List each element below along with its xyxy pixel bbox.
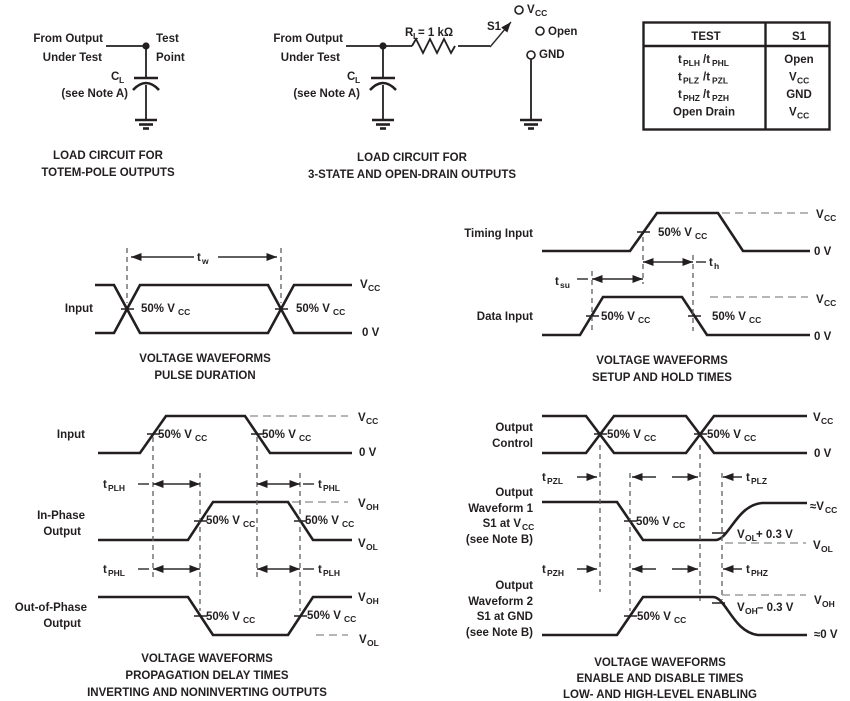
tsu-label: t — [555, 276, 559, 288]
under-test-label: Under Test — [42, 52, 102, 64]
out-of-phase-label: Out-of-Phase — [14, 602, 87, 614]
tpzh-sub: PZH — [547, 568, 564, 578]
tsu-sub: su — [560, 280, 570, 290]
caption-line: INVERTING AND NONINVERTING OUTPUTS — [87, 687, 327, 699]
in-phase-label2: Output — [43, 526, 81, 538]
fifty-pct-sub: CC — [195, 433, 208, 443]
caption-line: LOAD CIRCUIT FOR — [53, 150, 163, 162]
zero-level-label: 0 V — [814, 331, 832, 343]
tw-sub: w — [202, 256, 209, 266]
voh-level-sub: OH — [366, 596, 379, 606]
vcc-level-label: V — [358, 412, 366, 424]
tphl-sub: PHL — [108, 568, 125, 578]
caption-line: PROPAGATION DELAY TIMES — [125, 670, 289, 682]
cl-label: C — [111, 71, 120, 83]
zero-level-label: 0 V — [814, 246, 832, 258]
vcc-label: V — [527, 4, 535, 16]
see-note-a: (see Note A) — [61, 88, 128, 100]
caption-line: VOLTAGE WAVEFORMS — [141, 653, 273, 665]
cell-s1-value: GND — [786, 89, 812, 101]
cell-text: /t — [703, 89, 711, 101]
waveform1-label3: S1 at V — [482, 518, 521, 530]
cell-sub: PZH — [712, 93, 729, 103]
cell-sub: PZL — [712, 75, 729, 86]
voh-level-label: V — [358, 498, 366, 510]
vol-plus-rest: + 0.3 V — [756, 529, 793, 541]
vcc-level-label: V — [816, 209, 824, 221]
cell-s1-value: V — [789, 106, 797, 119]
tphl-sub: PHL — [323, 483, 340, 493]
cell-s1-value: V — [789, 71, 797, 84]
tpzl-sub: PZL — [547, 476, 564, 486]
fifty-pct-sub: CC — [243, 615, 256, 625]
fifty-pct-label: 50% V — [141, 303, 175, 315]
vol-level-sub: OL — [366, 542, 378, 552]
caption-line: VOLTAGE WAVEFORMS — [139, 353, 271, 365]
input-row-label: Input — [56, 429, 85, 441]
waveform1-label2: Waveform 1 — [468, 503, 533, 515]
th-sub: h — [714, 261, 720, 271]
cell-text: t — [678, 71, 682, 84]
waveform1-label3-sub: CC — [522, 522, 535, 532]
fifty-pct-sub: CC — [644, 433, 657, 443]
caption-line: LOW- AND HIGH-LEVEL ENABLING — [563, 689, 757, 701]
zero-level-label: 0 V — [362, 327, 380, 339]
propagation-delay-waveforms — [15, 412, 379, 699]
vcc-level-sub: CC — [824, 298, 837, 308]
waveform1-note: (see Note B) — [465, 534, 533, 546]
pulse-duration-waveform — [65, 248, 380, 382]
fifty-pct-label: 50% V — [296, 303, 330, 315]
vcc-sub: CC — [535, 8, 548, 18]
cl-sub: L — [119, 75, 125, 85]
fifty-pct-sub: CC — [695, 231, 708, 241]
cell-text: t — [678, 89, 682, 101]
fifty-pct-label: 50% V — [262, 429, 296, 441]
table-header-test: TEST — [691, 31, 721, 43]
cell-sub: PLZ — [683, 75, 700, 86]
cell-sub: PLH — [683, 58, 700, 68]
zero-level-label: 0 V — [814, 448, 832, 460]
test-point-label-2: Point — [156, 52, 185, 64]
tplh-label: t — [103, 479, 107, 491]
approx-zero-label: ≈0 V — [814, 629, 838, 641]
vol-plus-label: V — [737, 529, 745, 541]
table-row — [678, 72, 809, 86]
fifty-pct-sub: CC — [744, 433, 757, 443]
from-output-label: From Output — [273, 33, 343, 45]
tw-label: t — [197, 252, 201, 264]
cell-text: /t — [703, 54, 711, 66]
fifty-pct-sub: CC — [342, 519, 355, 529]
tpzh-label: t — [542, 564, 546, 576]
voh-minus-sub: OH — [745, 606, 758, 616]
input-waveform — [98, 416, 352, 453]
waveform2-label2: Waveform 2 — [468, 596, 533, 608]
fifty-pct-sub: CC — [673, 520, 686, 530]
fifty-pct-label: 50% V — [307, 610, 341, 622]
fifty-pct-label: 50% V — [712, 311, 746, 323]
voh-minus-rest: – 0.3 V — [757, 602, 794, 614]
voh-level-label: V — [358, 592, 366, 604]
s1-test-table — [644, 23, 830, 130]
cell-sub: PHL — [712, 58, 729, 68]
output-control-label2: Control — [492, 438, 533, 450]
fifty-pct-sub: CC — [749, 315, 762, 325]
vol-level-sub: OL — [821, 544, 833, 554]
vcc-level-sub: CC — [821, 416, 834, 426]
caption-line: PULSE DURATION — [154, 370, 256, 382]
tpzl-label: t — [542, 472, 546, 484]
voh-level-label: V — [814, 595, 822, 607]
resistor-icon — [412, 39, 455, 53]
caption-line: ENABLE AND DISABLE TIMES — [576, 673, 744, 685]
tplz-label: t — [746, 472, 750, 484]
output-control-label: Output — [495, 422, 533, 434]
timing-input-label: Timing Input — [464, 228, 533, 240]
gnd-label: GND — [539, 49, 565, 61]
cell-text: /t — [703, 71, 711, 84]
fifty-pct-sub: CC — [243, 519, 256, 529]
cl-label: C — [347, 71, 356, 83]
fifty-pct-label: 50% V — [305, 515, 339, 527]
data-input-waveform — [542, 297, 810, 335]
approx-vcc-label: ≈V — [810, 501, 824, 513]
vcc-level-label: V — [360, 279, 368, 291]
waveform1-label: Output — [495, 487, 533, 499]
caption-line: LOAD CIRCUIT FOR — [357, 152, 467, 164]
cell-s1-value: Open — [784, 54, 814, 66]
waveform2-label3: S1 at GND — [476, 611, 533, 623]
tplz-sub: PLZ — [751, 476, 768, 486]
fifty-pct-sub: CC — [674, 615, 687, 625]
vol-level-label: V — [358, 538, 366, 550]
fifty-pct-sub: CC — [638, 315, 651, 325]
test-point-label-1: Test — [156, 33, 179, 45]
cell-sub: PHZ — [683, 93, 700, 103]
output-control-waveform-b — [542, 416, 807, 453]
vcc-level-sub: CC — [366, 416, 379, 426]
fifty-pct-sub: CC — [299, 433, 312, 443]
vcc-level-sub: CC — [824, 213, 837, 223]
tphl-label: t — [318, 479, 322, 491]
fifty-pct-label: 50% V — [206, 611, 240, 623]
vol-level-label: V — [813, 540, 821, 552]
vcc-level-sub: CC — [368, 283, 381, 293]
fifty-pct-label: 50% V — [607, 429, 641, 441]
table-row — [673, 107, 809, 121]
enable-disable-waveforms — [466, 412, 838, 701]
caption-line: TOTEM-POLE OUTPUTS — [41, 167, 175, 179]
cl-sub: L — [355, 75, 361, 85]
s1-label: S1 — [487, 21, 502, 33]
voh-level-sub: OH — [366, 502, 379, 512]
tplh-sub: PLH — [323, 568, 340, 578]
in-phase-label: In-Phase — [37, 510, 85, 522]
tphz-label: t — [746, 564, 750, 576]
caption-line: VOLTAGE WAVEFORMS — [596, 355, 728, 367]
vcc-terminal — [515, 6, 523, 14]
tphl-label: t — [103, 564, 107, 576]
vcc-level-label: V — [816, 294, 824, 306]
open-label: Open — [548, 26, 578, 38]
cell-text: t — [678, 54, 682, 66]
setup-hold-waveforms — [464, 209, 836, 384]
fifty-pct-sub: CC — [333, 307, 346, 317]
vol-level-label: V — [359, 634, 367, 646]
open-terminal — [536, 27, 544, 35]
data-input-label: Data Input — [476, 311, 533, 323]
from-output-label: From Output — [33, 33, 103, 45]
zero-level-label: 0 V — [359, 447, 377, 459]
table-row — [678, 89, 812, 103]
vcc-level-label: V — [813, 412, 821, 424]
vol-level-sub: OL — [367, 638, 379, 648]
vol-plus-sub: OL — [745, 533, 757, 543]
waveform2-note: (see Note B) — [465, 627, 533, 639]
input-row-label: Input — [64, 303, 93, 315]
rl-sub: L — [413, 31, 419, 41]
tplh-sub: PLH — [108, 483, 125, 493]
rl-label: R — [405, 27, 414, 39]
output-control-waveform-a — [542, 416, 807, 453]
cell-s1-sub: CC — [797, 75, 810, 86]
fifty-pct-label: 50% V — [707, 429, 741, 441]
tplh-label: t — [318, 564, 322, 576]
fifty-pct-label: 50% V — [637, 611, 671, 623]
caption-line: SETUP AND HOLD TIMES — [592, 372, 732, 384]
load-circuit-totem-pole — [33, 33, 185, 179]
under-test-label: Under Test — [280, 52, 340, 64]
cell-s1-sub: CC — [797, 110, 810, 121]
see-note-a: (see Note A) — [293, 88, 360, 100]
rl-value: = 1 kΩ — [418, 27, 454, 39]
tphz-sub: PHZ — [751, 568, 768, 578]
voh-minus-label: V — [737, 602, 745, 614]
gnd-terminal — [527, 51, 535, 59]
waveform2-label: Output — [495, 580, 533, 592]
caption-line: VOLTAGE WAVEFORMS — [594, 657, 726, 669]
approx-vcc-sub: CC — [825, 505, 838, 515]
out-of-phase-label2: Output — [43, 618, 81, 630]
table-header-s1: S1 — [791, 31, 807, 43]
voh-level-sub: OH — [822, 599, 835, 609]
caption-line: 3-STATE AND OPEN-DRAIN OUTPUTS — [307, 169, 517, 181]
fifty-pct-label: 50% V — [636, 516, 670, 528]
cell-text: Open Drain — [673, 106, 735, 119]
fifty-pct-label: 50% V — [601, 311, 635, 323]
fifty-pct-sub: CC — [344, 614, 357, 624]
fifty-pct-label: 50% V — [206, 515, 240, 527]
fifty-pct-sub: CC — [178, 307, 191, 317]
table-row — [678, 54, 814, 68]
load-circuit-3-state — [273, 4, 577, 181]
th-label: t — [709, 257, 713, 269]
fifty-pct-label: 50% V — [158, 429, 192, 441]
fifty-pct-label: 50% V — [658, 227, 692, 239]
